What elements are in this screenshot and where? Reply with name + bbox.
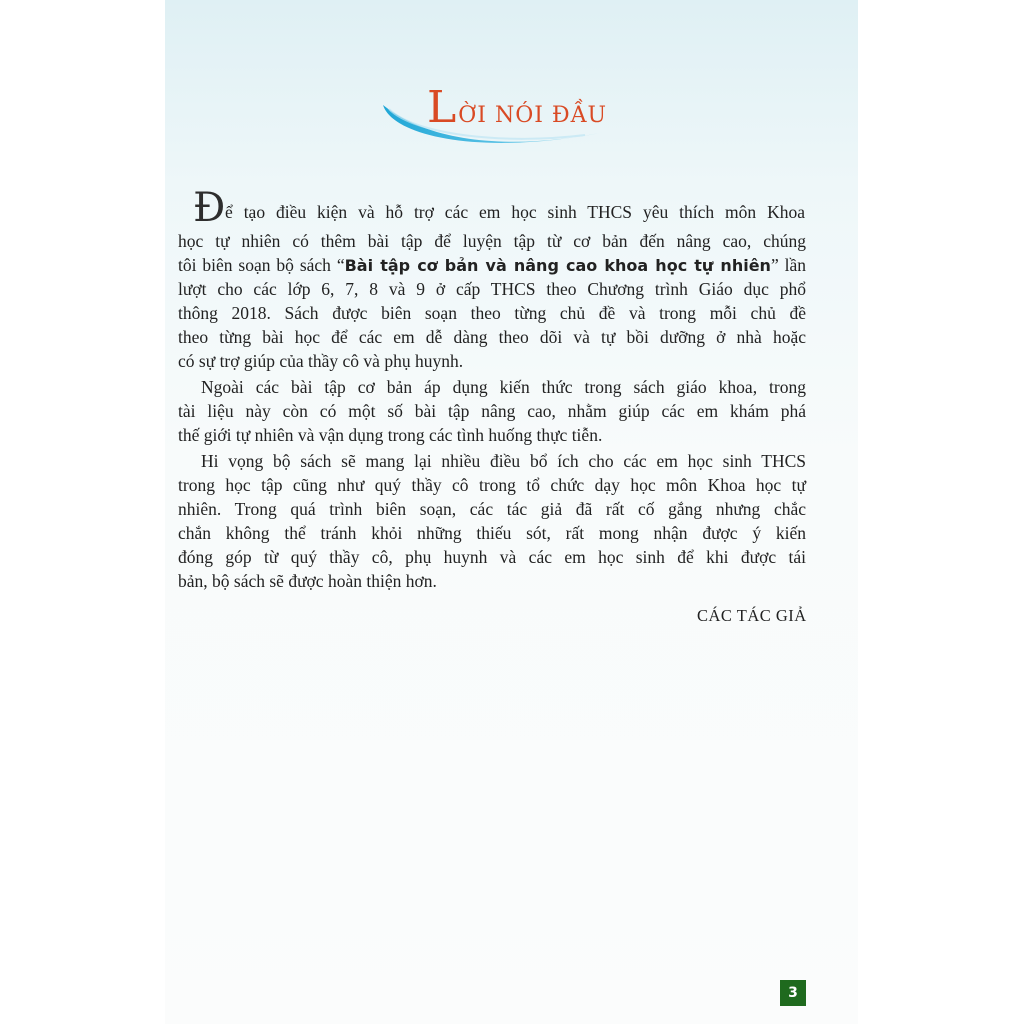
paragraph3-line-6: bản, bộ sách sẽ được hoàn thiện hơn.: [178, 571, 437, 591]
paragraph2-line-2: tài liệu này còn có một số bài tập nâng cao, nhằm giúp các em khám phá: [178, 401, 806, 421]
paragraph1-line-3-end: ” lần: [770, 255, 806, 275]
paragraph1-line-2: học tự nhiên có thêm bài tập để luyện tập từ cơ bản đến nâng cao, chúng: [178, 231, 806, 251]
paragraph1-line-5: thông 2018. Sách được biên soạn theo từng chủ đề và trong mỗi chủ đề: [178, 303, 806, 323]
title-initial: L: [427, 82, 457, 133]
paragraph3-line-2: trong học tập cũng như quý thầy cô trong tổ chức dạy học môn Khoa học tự: [178, 475, 806, 495]
paragraph1-line-4: lượt cho các lớp 6, 7, 8 và 9 ở cấp THCS theo Chương trình Giáo dục phổ: [178, 279, 806, 299]
book-title-bold: Bài tập cơ bản và nâng cao khoa học tự nhiên: [344, 256, 771, 275]
title-rest: ỜI NÓI ĐẦU: [458, 103, 608, 128]
paragraph3-line-5: đóng góp từ quý thầy cô, phụ huynh và các em học sinh để khi được tái: [178, 547, 806, 567]
paragraph3-line-1: Hi vọng bộ sách sẽ mang lại nhiều điều bổ ích cho các em học sinh THCS: [201, 451, 806, 471]
paragraph2-line-1: Ngoài các bài tập cơ bản áp dụng kiến thức trong sách giáo khoa, trong: [201, 377, 806, 397]
authors-signature: CÁC TÁC GIẢ: [697, 606, 807, 625]
paragraph3-line-3: nhiên. Trong quá trình biên soạn, các tác giả đã rất cố gắng nhưng chắc: [178, 499, 806, 519]
paragraph1-line-1: ể tạo điều kiện và hỗ trợ các em học sinh THCS yêu thích môn Khoa: [225, 202, 805, 222]
paragraph3-line-4: chắn không thể tránh khỏi những thiếu sót, rất mong nhận được ý kiến: [178, 523, 806, 543]
paragraph2-line-3: thế giới tự nhiên và vận dụng trong các tình huống thực tiễn.: [178, 425, 603, 445]
paragraph1-line-3: [178, 257, 806, 275]
paragraph1-line-7: có sự trợ giúp của thầy cô và phụ huynh.: [178, 351, 464, 371]
book-page: [165, 0, 858, 1024]
paragraph1-line-6: theo từng bài học để các em dễ dàng theo dõi và tự bồi dưỡng ở nhà hoặc: [178, 327, 806, 347]
page-number-badge: 3: [780, 980, 806, 1006]
page-title: [427, 82, 608, 133]
drop-cap: Đ: [193, 185, 226, 231]
paragraph1-line-3-start: tôi biên soạn bộ sách “: [178, 255, 345, 275]
